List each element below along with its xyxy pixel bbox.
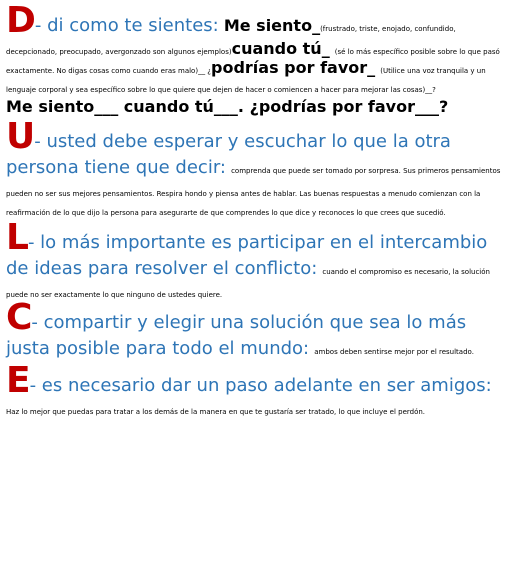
be-specific-note: (sé lo más específico posible sobre lo que pasó exactamente. No digas cosas como cuando eras malo)__ ¿: [6, 48, 500, 75]
section-c-paragraph: [6, 297, 504, 362]
section-d-letter: D: [6, 0, 35, 41]
summary-sentence: Me siento___ cuando tú___. ¿podrías por favor___?: [6, 97, 449, 116]
section-d-paragraph: [6, 0, 504, 96]
section-u-letter: U: [6, 116, 35, 157]
section-c-lead: - compartir y elegir una solución que sea lo más justa posible para todo el mundo:: [6, 312, 467, 359]
cuando-tu-blank: cuando tú_: [231, 39, 330, 58]
me-siento-blank: Me siento_: [223, 16, 321, 35]
section-d: [6, 0, 504, 118]
section-c-detail: ambos deben sentirse mejor por el resultado.: [314, 348, 474, 356]
section-l-letter: L: [6, 217, 28, 258]
section-e-paragraph: [6, 360, 504, 418]
section-e-detail: Haz lo mejor que puedas para tratar a los demás de la manera en que te gustaría ser tratado, lo que incluye el perdón.: [6, 408, 426, 416]
podrias-por-favor-blank: podrías por favor_: [211, 58, 376, 77]
section-l-paragraph: [6, 217, 504, 301]
section-d-lead: - di como te sientes:: [34, 15, 219, 36]
section-c: [6, 297, 504, 362]
section-l-detail: cuando el compromiso es necesario, la solución puede no ser exactamente lo que ninguno de ustedes quiere.: [6, 268, 490, 299]
section-u-detail: comprenda que puede ser tomado por sorpresa. Sus primeros pensamientos pueden no ser sus mejores pensamientos. Respira hondo y piensa antes de hablar. Las buenas respuestas a menudo comienzan con la reafirmación de lo que dijo la persona para asegurarte de que comprendes lo que dice y reconoces lo que crees que sucedió.: [6, 167, 501, 217]
calm-voice-note: (Utilice una voz tranquila y un lenguaje corporal y sea específico sobre lo que quiere que dejen de hacer o comiencen a hacer para mejorar las cosas)__?: [6, 67, 486, 94]
section-u-paragraph: [6, 116, 504, 219]
feelings-examples: (frustrado, triste, enojado, confundido, decepcionado, preocupado, avergonzado son algunos ejemplos): [6, 25, 456, 56]
section-e-lead: - es necesario dar un paso adelante en ser amigos:: [29, 375, 492, 396]
section-l-lead: - lo más importante es participar en el intercambio de ideas para resolver el conflicto:: [6, 232, 488, 279]
section-c-letter: C: [6, 297, 32, 338]
section-u: [6, 116, 504, 219]
section-e: [6, 360, 504, 418]
section-u-lead: - usted debe esperar y escuchar lo que la otra persona tiene que decir:: [6, 131, 451, 178]
section-l: [6, 217, 504, 301]
section-e-letter: E: [6, 360, 30, 401]
